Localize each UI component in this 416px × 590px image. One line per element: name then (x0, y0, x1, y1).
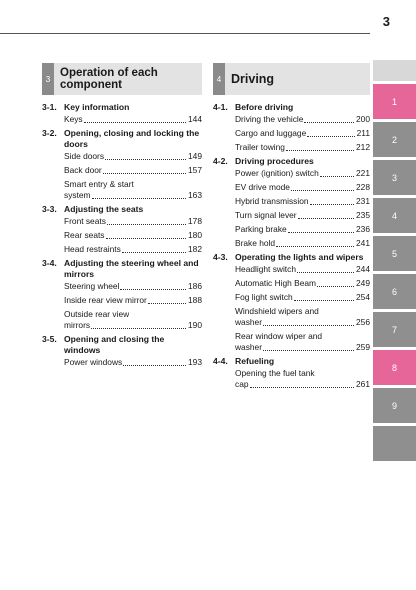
chapter-tab[interactable]: 6 (373, 274, 416, 309)
entry-label: Parking brake (235, 224, 287, 234)
entry-line (235, 196, 370, 207)
entry-label: Side doors (64, 151, 105, 161)
toc-entry[interactable] (213, 114, 370, 125)
toc-group (42, 204, 202, 255)
toc-groups (42, 102, 202, 368)
dot-leader (107, 224, 186, 225)
page-number: 3 (382, 14, 390, 29)
dot-leader (317, 286, 354, 287)
toc-entry[interactable] (213, 278, 370, 289)
entry-content (235, 278, 370, 289)
chapter-tab[interactable]: 1 (373, 84, 416, 119)
entry-line (235, 210, 370, 221)
chapter-tab[interactable]: 8 (373, 350, 416, 385)
page-ref: 212 (356, 142, 370, 152)
toc-entry[interactable] (213, 142, 370, 153)
entry-content (235, 196, 370, 207)
entry-label: Trailer towing (235, 142, 285, 152)
chapter-tab[interactable]: 2 (373, 122, 416, 157)
entry-content (235, 331, 370, 353)
entry-line (64, 357, 202, 368)
entry-label: Hybrid transmission (235, 196, 309, 206)
entry-label: Cargo and luggage (235, 128, 307, 138)
entry-line (235, 292, 370, 303)
section-header (42, 63, 202, 95)
entry-label: Turn signal lever (235, 210, 297, 220)
top-rule (0, 33, 370, 34)
page-ref: 228 (356, 182, 370, 192)
entry-content (235, 264, 370, 275)
toc-entry[interactable] (213, 168, 370, 179)
dot-leader (288, 232, 354, 233)
section-number: 3 (42, 63, 54, 95)
entry-line (235, 168, 370, 179)
entry-content (64, 281, 202, 292)
group-number: 4-4. (213, 356, 228, 366)
group-number: 4-1. (213, 102, 228, 112)
dot-leader (291, 190, 354, 191)
toc-entry[interactable] (42, 165, 202, 176)
entry-content (235, 142, 370, 153)
page-ref: 182 (188, 244, 202, 254)
entry-line (235, 317, 370, 328)
dot-leader (286, 150, 354, 151)
section-3-column (42, 63, 202, 371)
page-ref: 190 (188, 320, 202, 330)
toc-group (42, 128, 202, 201)
entry-label-line: Outside rear view (64, 309, 130, 319)
entry-line (235, 342, 370, 353)
entry-line (64, 244, 202, 255)
dot-leader (307, 136, 354, 137)
toc-entry[interactable] (213, 182, 370, 193)
entry-label: Driving the vehicle (235, 114, 304, 124)
entry-content (235, 210, 370, 221)
entry-line (64, 320, 202, 331)
page-ref: 200 (356, 114, 370, 124)
group-heading: Before driving (235, 102, 294, 112)
dot-leader (250, 387, 355, 388)
group-number: 4-3. (213, 252, 228, 262)
chapter-tabs (373, 60, 416, 464)
entry-line (64, 230, 202, 241)
entry-line (235, 278, 370, 289)
page-ref: 256 (356, 317, 370, 327)
entry-label: Steering wheel (64, 281, 120, 291)
toc-entry[interactable] (42, 309, 202, 331)
dot-leader (263, 325, 354, 326)
entry-label: EV drive mode (235, 182, 290, 192)
entry-label: washer (235, 342, 262, 352)
page-ref: 241 (356, 238, 370, 248)
entry-label-line: Opening the fuel tank (235, 368, 315, 378)
group-title (42, 102, 202, 113)
toc-entry[interactable] (213, 238, 370, 249)
chapter-tab[interactable]: 7 (373, 312, 416, 347)
group-title (213, 356, 370, 367)
entry-content (235, 128, 370, 139)
entry-label: mirrors (64, 320, 91, 330)
entry-label: Rear seats (64, 230, 105, 240)
group-heading: Opening, closing and locking the doors (64, 128, 200, 149)
entry-content (235, 238, 370, 249)
toc-entry[interactable] (42, 244, 202, 255)
toc-entry[interactable] (213, 224, 370, 235)
entry-line (235, 264, 370, 275)
group-number: 3-2. (42, 128, 57, 138)
entry-line (64, 216, 202, 227)
entry-line (235, 379, 370, 390)
toc-entry[interactable] (213, 210, 370, 221)
entry-content (64, 114, 202, 125)
entry-label: Headlight switch (235, 264, 296, 274)
entry-label: Inside rear view mirror (64, 295, 147, 305)
section-number: 4 (213, 63, 225, 95)
dot-leader (320, 176, 354, 177)
toc-group (42, 102, 202, 125)
page-ref: 144 (188, 114, 202, 124)
toc-entry[interactable] (42, 216, 202, 227)
page-ref: 244 (356, 264, 370, 274)
group-heading: Adjusting the steering wheel and mirrors (64, 258, 199, 279)
toc-entry[interactable] (213, 306, 370, 328)
toc-group (42, 334, 202, 368)
toc-entry[interactable] (42, 179, 202, 201)
toc-entry[interactable] (42, 114, 202, 125)
entry-content (235, 306, 370, 328)
group-title (213, 252, 370, 263)
page-ref: 231 (356, 196, 370, 206)
entry-label-line: Windshield wipers and (235, 306, 319, 316)
entry-label: washer (235, 317, 262, 327)
page-ref: 193 (188, 357, 202, 367)
page-ref: 188 (188, 295, 202, 305)
entry-label: Front seats (64, 216, 106, 226)
entry-line (64, 281, 202, 292)
page-ref: 235 (356, 210, 370, 220)
entry-content (64, 295, 202, 306)
page-ref: 163 (188, 190, 202, 200)
toc-group (213, 252, 370, 353)
dot-leader (263, 350, 354, 351)
entry-label: Head restraints (64, 244, 121, 254)
chapter-tab[interactable]: 9 (373, 388, 416, 423)
page-ref: 261 (356, 379, 370, 389)
group-title (213, 156, 370, 167)
section-title: Driving (231, 72, 275, 86)
entry-line (64, 151, 202, 162)
entry-content (235, 182, 370, 193)
entry-line (64, 114, 202, 125)
toc-entry[interactable] (213, 292, 370, 303)
entry-line (235, 238, 370, 249)
group-heading: Key information (64, 102, 130, 112)
dot-leader (92, 198, 186, 199)
toc-groups (213, 102, 370, 390)
dot-leader (304, 122, 354, 123)
entry-line (235, 224, 370, 235)
group-number: 3-1. (42, 102, 57, 112)
section-title: Operation of each component (60, 67, 158, 91)
toc-group (213, 356, 370, 390)
dot-leader (148, 303, 186, 304)
chapter-tab[interactable] (373, 426, 416, 461)
page-ref: 221 (356, 168, 370, 178)
entry-label: system (64, 190, 91, 200)
entry-content (235, 292, 370, 303)
entry-label-line: Smart entry & start (64, 179, 134, 189)
page-ref: 249 (356, 278, 370, 288)
entry-line (235, 142, 370, 153)
dot-leader (105, 159, 186, 160)
page-ref: 211 (356, 128, 370, 138)
group-number: 3-4. (42, 258, 57, 268)
entry-content (64, 357, 202, 368)
toc-entry[interactable] (213, 128, 370, 139)
dot-leader (84, 122, 186, 123)
group-heading: Driving procedures (235, 156, 314, 166)
entry-line (64, 190, 202, 201)
entry-content (235, 168, 370, 179)
group-title (42, 258, 202, 280)
entry-content (64, 244, 202, 255)
entry-content (64, 216, 202, 227)
toc-entry[interactable] (213, 264, 370, 275)
page-ref: 236 (356, 224, 370, 234)
entry-content (235, 114, 370, 125)
section-4-column (213, 63, 370, 393)
group-title (42, 334, 202, 356)
toc-group (213, 156, 370, 249)
page-ref: 178 (188, 216, 202, 226)
chapter-tab[interactable] (373, 60, 416, 81)
dot-leader (106, 238, 187, 239)
toc-entry[interactable] (213, 331, 370, 353)
entry-label: Keys (64, 114, 83, 124)
dot-leader (298, 218, 354, 219)
page-ref: 254 (356, 292, 370, 302)
toc-entry[interactable] (213, 196, 370, 207)
dot-leader (310, 204, 354, 205)
dot-leader (294, 300, 354, 301)
page-ref: 180 (188, 230, 202, 240)
entry-content (235, 224, 370, 235)
entry-line (64, 165, 202, 176)
entry-line (64, 295, 202, 306)
group-heading: Adjusting the seats (64, 204, 144, 214)
entry-label: Back door (64, 165, 102, 175)
chapter-tab[interactable]: 4 (373, 198, 416, 233)
group-title (213, 102, 370, 113)
entry-label-line: Rear window wiper and (235, 331, 323, 341)
group-number: 3-3. (42, 204, 57, 214)
dot-leader (276, 246, 354, 247)
toc-entry[interactable] (213, 368, 370, 390)
page-ref: 186 (188, 281, 202, 291)
entry-content (64, 165, 202, 176)
entry-content (64, 179, 202, 201)
page-ref: 157 (188, 165, 202, 175)
toc-entry[interactable] (42, 151, 202, 162)
toc-entry[interactable] (42, 295, 202, 306)
page-ref: 149 (188, 151, 202, 161)
dot-leader (123, 365, 186, 366)
group-heading: Refueling (235, 356, 275, 366)
entry-line (235, 182, 370, 193)
entry-label: Power windows (64, 357, 123, 367)
entry-label: Power (ignition) switch (235, 168, 319, 178)
dot-leader (122, 252, 186, 253)
dot-leader (103, 173, 186, 174)
dot-leader (297, 272, 354, 273)
entry-content (64, 151, 202, 162)
chapter-tab[interactable]: 5 (373, 236, 416, 271)
group-title (42, 128, 202, 150)
group-title (42, 204, 202, 215)
section-header (213, 63, 370, 95)
group-heading: Operating the lights and wipers (235, 252, 364, 262)
toc-group (42, 258, 202, 331)
entry-line (235, 128, 370, 139)
chapter-tab[interactable]: 3 (373, 160, 416, 195)
entry-content (64, 309, 202, 331)
page-ref: 259 (356, 342, 370, 352)
entry-label: cap (235, 379, 249, 389)
entry-label: Automatic High Beam (235, 278, 316, 288)
toc-group (213, 102, 370, 153)
toc-entry[interactable] (42, 281, 202, 292)
group-number: 4-2. (213, 156, 228, 166)
entry-content (235, 368, 370, 390)
group-number: 3-5. (42, 334, 57, 344)
entry-label: Fog light switch (235, 292, 293, 302)
entry-content (64, 230, 202, 241)
group-heading: Opening and closing the windows (64, 334, 165, 355)
dot-leader (120, 289, 186, 290)
toc-entry[interactable] (42, 357, 202, 368)
entry-label: Brake hold (235, 238, 276, 248)
entry-line (235, 114, 370, 125)
dot-leader (91, 328, 186, 329)
toc-entry[interactable] (42, 230, 202, 241)
